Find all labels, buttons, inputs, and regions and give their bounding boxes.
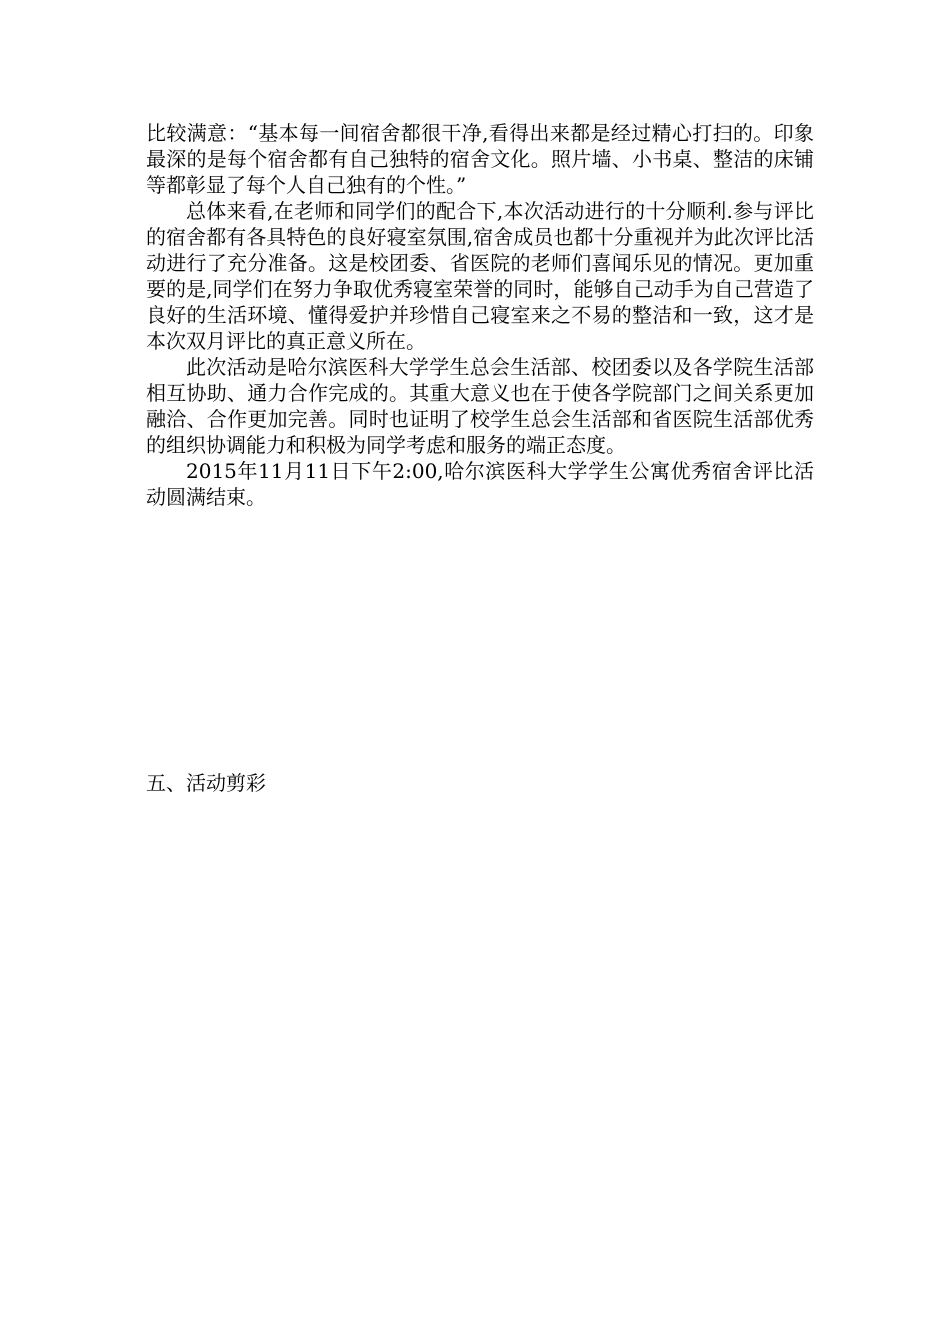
section-heading: 五、活动剪彩: [146, 771, 266, 795]
paragraph-satisfaction-quote: 比较满意：“基本每一间宿舍都很干净,看得出来都是经过精心打扫的。印象最深的是每个宿舍都有自己独特的宿舍文化。照片墙、小书桌、整洁的床铺等都彰显了每个人自己独有的个性。”: [146, 121, 814, 197]
body-text: [146, 120, 814, 510]
paragraph-summary: 总体来看,在老师和同学们的配合下,本次活动进行的十分顺利.参与评比的宿舍都有各具特色的良好寝室氛围,宿舍成员也都十分重视并为此次评比活动进行了充分准备。这是校团委、省医院的老师们喜闻乐见的情况。更加重要的是,同学们在努力争取优秀寝室荣誉的同时，能够自己动手为自己营造了良好的生活环境、懂得爱护并珍惜自己寝室来之不易的整洁和一致，这才是本次双月评比的真正意义所在。: [146, 199, 814, 353]
paragraph-cooperation: 此次活动是哈尔滨医科大学学生总会生活部、校团委以及各学院生活部相互协助、通力合作完成的。其重大意义也在于使各学院部门之间关系更加融洽、合作更加完善。同时也证明了校学生总会生活部和省医院生活部优秀的组织协调能力和积极为同学考虑和服务的端正态度。: [146, 355, 814, 457]
paragraph-conclusion: 2015年11月11日下午2:00,哈尔滨医科大学学生公寓优秀宿舍评比活动圆满结束。: [146, 459, 814, 509]
